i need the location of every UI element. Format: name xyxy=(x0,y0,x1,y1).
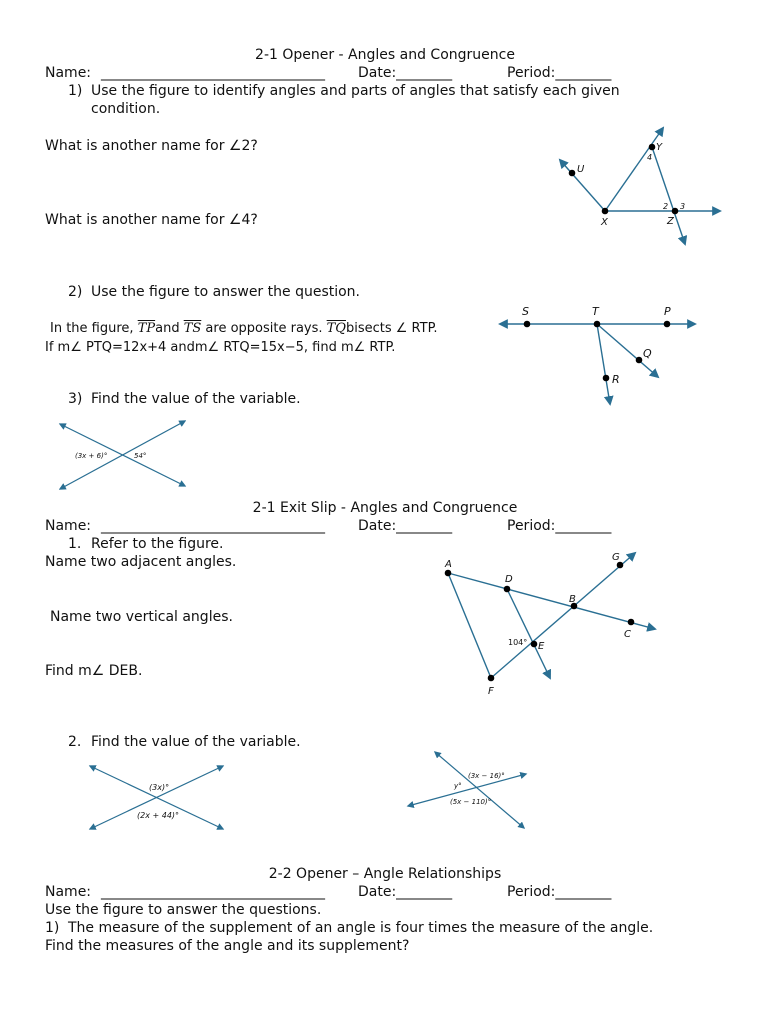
point-a xyxy=(445,570,452,577)
label-c: C xyxy=(624,629,631,640)
label-f: F xyxy=(488,686,494,697)
question-1a: Name two adjacent angles. xyxy=(45,554,237,570)
question-1c: Find m∠ DEB. xyxy=(45,663,143,679)
ray-tq: $\overline{TQ}$ xyxy=(326,321,346,336)
opener2-title: 2-2 Opener – Angle Relationships xyxy=(268,866,502,882)
label-s: S xyxy=(522,305,529,318)
question-text: Use the figure to answer the question. xyxy=(91,284,361,300)
name-label: Name: xyxy=(45,65,92,81)
name-label: Name: xyxy=(45,884,92,900)
angle-label-top: (3x − 16)° xyxy=(468,772,505,780)
opener-title: 2-1 Opener - Angles and Congruence xyxy=(255,47,515,63)
angle-label-bottom: (2x + 44)° xyxy=(137,811,180,820)
label-t: T xyxy=(592,305,599,318)
point-x xyxy=(602,208,609,215)
question-number: 2) xyxy=(68,284,83,300)
date-field[interactable]: Date:________ xyxy=(358,65,453,81)
label-x: X xyxy=(601,217,608,228)
question-2-line2: If m∠ PTQ=12x+4 andm∠ RTQ=15x−5, find m∠ RTP. xyxy=(45,340,396,355)
question-text-cont: condition. xyxy=(91,101,161,117)
q2-text-b: are opposite rays. xyxy=(201,321,327,336)
date-field[interactable]: Date:________ xyxy=(358,884,453,900)
ray-tr xyxy=(597,324,610,404)
question-text: The measure of the supplement of an angle is four times the measure of the angle. xyxy=(68,920,654,936)
instructions: Use the figure to answer the questions. xyxy=(45,902,322,918)
line-1 xyxy=(435,752,524,828)
q2-text-and: and xyxy=(155,321,184,336)
question-number: 3) xyxy=(68,391,83,407)
question-text: Find the value of the variable. xyxy=(91,391,301,407)
point-s xyxy=(524,321,531,328)
angle-figure-uxyz xyxy=(545,120,735,250)
angle-label-104: 104° xyxy=(508,638,528,647)
angle-label-right: 54° xyxy=(134,452,147,460)
ray-de xyxy=(507,589,550,678)
ray-ts: $\overline{TS}$ xyxy=(183,321,202,336)
label-q: Q xyxy=(643,347,652,360)
label-d: D xyxy=(505,574,513,585)
date-field[interactable]: Date:________ xyxy=(358,518,453,534)
name-blank[interactable]: ________________________________ xyxy=(101,65,325,81)
question-text: Refer to the figure. xyxy=(91,536,224,552)
point-c xyxy=(628,619,635,626)
point-r xyxy=(603,375,610,382)
label-b: B xyxy=(569,594,576,605)
label-e: E xyxy=(538,641,545,652)
label-y: Y xyxy=(656,142,663,153)
point-t xyxy=(594,321,601,328)
question-text-cont: Find the measures of the angle and its supplement? xyxy=(45,938,410,954)
angle-label-left: (3x + 6)° xyxy=(75,452,108,460)
angle-label-bottom: (5x − 110)° xyxy=(450,798,492,806)
name-label: Name: xyxy=(45,518,92,534)
vertical-angles-figure-5 xyxy=(85,762,230,834)
angle-label-top: (3x)° xyxy=(149,783,170,792)
question-text: Use the figure to identify angles and parts of angles that satisfy each given xyxy=(91,83,620,99)
label-u: U xyxy=(577,164,585,175)
point-y xyxy=(649,144,656,151)
label-p: P xyxy=(664,305,671,318)
question-1b: Name two vertical angles. xyxy=(50,609,233,625)
vertical-angles-figure-6 xyxy=(400,748,535,833)
label-angle-3: 3 xyxy=(680,202,686,211)
ray-fg xyxy=(491,553,635,678)
period-field[interactable]: Period:________ xyxy=(507,518,612,534)
label-a: A xyxy=(445,559,452,570)
question-number: 1) xyxy=(68,83,83,99)
point-u xyxy=(569,170,576,177)
label-angle-2: 2 xyxy=(663,202,669,211)
bisector-figure-stpqr xyxy=(490,300,705,410)
vertical-angles-figure-3 xyxy=(55,418,190,493)
question-text: Find the value of the variable. xyxy=(91,734,301,750)
question-2-line1 xyxy=(50,320,438,337)
label-g: G xyxy=(612,552,620,563)
question-number: 2. xyxy=(68,734,82,750)
label-z: Z xyxy=(667,216,674,227)
point-e xyxy=(531,641,538,648)
question-number: 1) xyxy=(45,920,60,936)
ray-tp: $\overline{TP}$ xyxy=(137,321,156,336)
point-z xyxy=(672,208,679,215)
name-blank[interactable]: ________________________________ xyxy=(101,884,325,900)
exit-slip-title: 2-1 Exit Slip - Angles and Congruence xyxy=(252,500,518,516)
q2-text-c: bisects ∠ RTP. xyxy=(345,321,438,336)
name-blank[interactable]: ________________________________ xyxy=(101,518,325,534)
question-1a: What is another name for ∠2? xyxy=(45,138,258,154)
point-q xyxy=(636,357,643,364)
question-number: 1. xyxy=(68,536,82,552)
segment-af xyxy=(448,573,491,678)
angle-figure-adgbcef xyxy=(430,545,665,700)
ray-xy xyxy=(605,128,663,211)
period-field[interactable]: Period:________ xyxy=(507,884,612,900)
label-r: R xyxy=(612,373,620,386)
line-yz xyxy=(652,147,685,244)
angle-label-y: y° xyxy=(454,782,462,790)
q2-text-a: In the figure, xyxy=(50,321,138,336)
point-p xyxy=(664,321,671,328)
label-angle-4: 4 xyxy=(647,153,653,162)
point-f xyxy=(488,675,495,682)
question-1b: What is another name for ∠4? xyxy=(45,212,258,228)
period-field[interactable]: Period:________ xyxy=(507,65,612,81)
ray-ac xyxy=(448,573,655,629)
point-d xyxy=(504,586,511,593)
